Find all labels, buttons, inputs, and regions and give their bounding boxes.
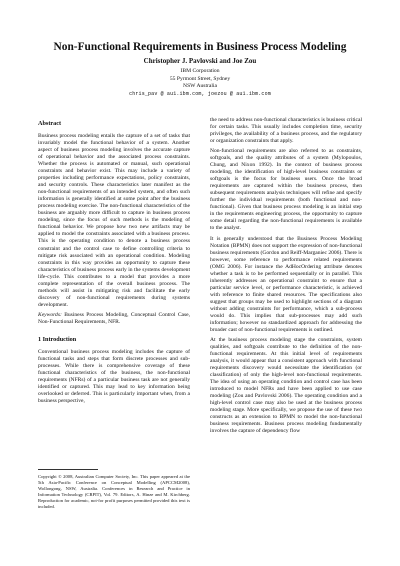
abstract-body: Business process modeling entails the capture of a set of tasks that invariably model the functional behavior of a system. Another aspect of business process modeling involves the accurate capture of operational behavior and the associated process constraints. Whether the process is automated or manual, such operational constraints and behavior exist. This may include a variety of properties including performance expectations, policy constraints, and security controls. These characteristics later manifest as the non-functional requirements of an intended system, and often such information is generally identified at some point after the business process modeling exercise. The non-functional characteristics of the business are arguably more difficult to capture in business process modeling, since the focus of such methods is the modeling of functional behavior. We propose how two new artifacts may be applied to model the constraints associated with a business process. This is the operating condition to denote a business process constraint and the control case to define controlling criteria to mitigate risk associated with an operational condition. Modeling constraints in this way provides an opportunity to capture these characteristics of business process early in the systems development life-cycle. This contributes to a model that provides a more complete representation of the overall business process. The methods will assist in mitigating risk and facilitate the early discovery of non-functional requirements during systems development. <box>38 133 190 308</box>
footnote-text: Copyright © 2008, Australian Computer Society, Inc. This paper appeared at the 5th Asia-Pacific Conference on Conceptual Modelling (APCCM2008), Wollongong, NSW, Australia. Conferences in Research and Practice in Information Technology (CRPIT), Vol. 79. Editors, A. Hinze and M. Kirchberg. Reproduction for academic, not-for profit purposes permitted provided this text is included. <box>38 474 190 510</box>
keywords-label: Keywords: <box>38 311 62 318</box>
paper-title: Non-Functional Requirements in Business Process Modeling <box>53 41 347 53</box>
affiliation-line: NSW Australia <box>183 83 217 89</box>
introduction-body: Conventional business process modeling includes the capture of functional tasks and steps that form discrete processes and sub-processes. While there is comprehensive coverage of these functional characteristics of the business, the non-functional requirements (NFRs) of a particular business task are not generally identified or captured. This may lead to key information being overlooked or deferred. This is particularly important when, from a business perspective, <box>38 348 190 405</box>
paper-authors: Christopher J. Pavlovski and Joe Zou <box>143 57 257 65</box>
right-column <box>210 117 362 438</box>
affiliation-line: 55 Pyrmont Street, Sydney <box>169 75 231 82</box>
copyright-footnote <box>38 474 190 511</box>
author-emails: chris_pav @ au1.ibm.com, joezou @ au1.ibm.com <box>129 90 271 97</box>
keywords <box>38 312 190 326</box>
right-paragraph: the need to address non-functional characteristics is business critical for certain tasks. This usually includes completion time, security privileges, the availability of a business process, and the regulatory or organization constraints that apply. <box>210 117 362 145</box>
right-paragraph: Non-functional requirements are also referred to as constraints, softgoals, and the quality attributes of a system (Mylopoulos, Chung, and Nixon 1992). In the context of business process modeling, the identification of high-level business constraints or softgoals is the focus for business users. Once the broad requirements are captured within the business process, then subsequent requirements analysis techniques will refine and specify further the individual requirements (both functional and non-functional). Given that business process modeling is an initial step in the requirements engineering process, the opportunity to capture some detail regarding the non-functional requirements is available to the analyst. <box>210 148 362 232</box>
right-paragraph: At the business process modeling stage the constraints, system qualities, and softgoals contribute to the definition of the non-functional requirements. At this initial level of requirements analysis, it would appear that a consistent approach with functional requirements discovery would necessitate the identification (or classification) of only the high-level non-functional requirements. The idea of using an operating condition and control case has been introduced to model NFRs and have been applied to use case modeling (Zou and Pavlovski 2006). The operating condition and a high-level control case may also be used at the business process modeling stage. More specifically, we propose the use of these two constructs as an extension to BPMN to model the non-functional business requirements. Business process modeling fundamentally involves the capture of dependency flow <box>210 336 362 435</box>
affiliation-block <box>20 68 380 98</box>
right-paragraph: It is generally understood that the Business Process Modeling Notation (BPMN) does not support the expression of non-functional business requirements (Gordon and Reiff-Marganiec 2006). There is however, some reference to performance related requirements (OMG 2006). For instance the AdHocOrdering attribute denotes whether a task is to be performed sequentially or in parallel. This inherently addresses an operational constraint to ensure that a particular service level, or performance characteristic, is achieved with reference to finite shared resources. The specifications also suggest that groups may be used to highlight sections of a diagram without adding constraints for performance, which a sub-process would do. This implies that sub-processes may add such information; however no standardized approach for addressing the broader cast of non-functional requirements is outlined. <box>210 235 362 333</box>
footnote-divider <box>38 469 98 470</box>
abstract-heading: Abstract <box>38 120 62 127</box>
keywords-text: Business Process Modeling, Conceptual Control Case, Non-Functional Requirements, NFR. <box>38 311 190 325</box>
left-column <box>38 120 190 408</box>
affiliation-line: IBM Corporation <box>180 68 220 74</box>
introduction-heading: 1 Introduction <box>38 335 77 343</box>
